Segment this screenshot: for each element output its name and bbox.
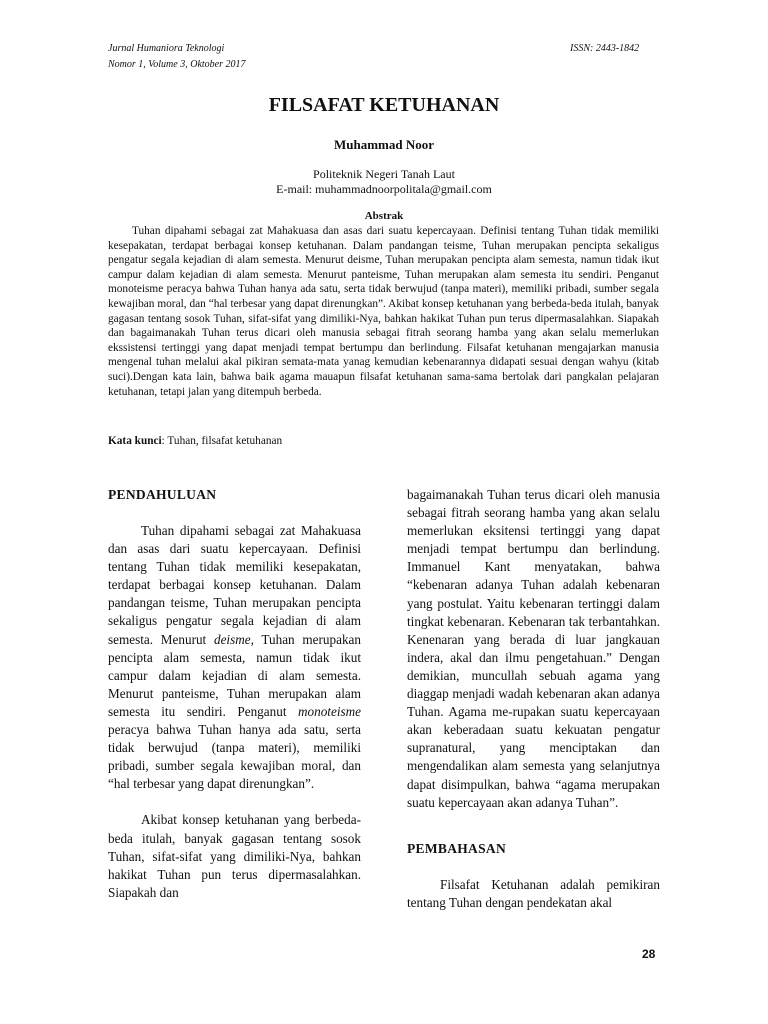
right-column [407, 486, 660, 912]
page-number: 28 [642, 947, 656, 961]
journal-issue: Nomor 1, Volume 3, Oktober 2017 [108, 59, 246, 70]
section-heading-pendahuluan: PENDAHULUAN [108, 487, 217, 502]
term-monoteisme: monoteisme [298, 703, 361, 719]
left-column [108, 486, 361, 902]
issn: ISSN: 2443-1842 [570, 43, 640, 54]
keywords-label: Kata kunci [108, 435, 162, 447]
paragraph-intro-1: Tuhan dipahami sebagai zat Mahakuasa dan asas dari suatu kepercayaan. Definisi tentang Tuhan tidak memiliki kesepakatan, terdapat berbagai konsep ketuhanan. Dalam pandangan teisme, Tuhan merupakan pencipta sekaligus pengatur segala kejadian di alam semesta. Menurut deisme, Tuhan merupakan pencipta alam semesta, namun tidak ikut campur dalam kejadian di alam semesta. Menurut panteisme, Tuhan merupakan alam semesta itu sendiri. Penganut monoteisme peracya bahwa Tuhan hanya ada satu, serta tidak berwujud (tanpa materi), memiliki pribadi, sumber segala kewajiban moral, dan “hal terbesar yang dapat direnungkan”. [108, 523, 361, 792]
paper-title: FILSAFAT KETUHANAN [268, 94, 500, 116]
paragraph-intro-2: Akibat konsep ketuhanan yang berbeda-beda itulah, banyak gagasan tentang sosok Tuhan, sifat-sifat yang dimiliki-Nya, bahkan hakikat Tuhan pun terus dipermasalahkan. Siapakah dan [108, 812, 361, 900]
paragraph-intro-continued: bagaimanakah Tuhan terus dicari oleh manusia sebagai fitrah seorang hamba yang akan selalu memerlukan eksitensi tertinggi yang dapat menjadi tempat bertumpu dan berlindung. Immanuel Kant menyatakan, bahwa “kebenaran adanya Tuhan adalah kebenaran yang postulat. Yaitu kebenaran tertinggi dalam tingkat kebenaran. Kebenaran tak terbantahkan. Kenenaran yang berada di luar jangkauan indera, akal dan ilmu pengetahuan.” Dengan demikian, muncullah sebuah agama yang diaggap menjadi wadah kebenaran akan adanya Tuhan. Agama me-rupakan suatu kepercayaan akan keberadaan suatu kekuatan pengatur supranatural, yang menciptakan dan mengendalikan alam semesta yang selanjutnya dapat disimpulkan, bahwa “agama merupakan suatu kepercayaan akan adanya Tuhan”. [407, 487, 660, 810]
affiliation: Politeknik Negeri Tanah Laut [313, 167, 455, 181]
keywords-value: : Tuhan, filsafat ketuhanan [161, 435, 283, 447]
term-deisme: deisme, [213, 631, 254, 647]
author-email: E-mail: muhammadnoorpolitala@gmail.com [276, 182, 492, 196]
section-heading-pembahasan: PEMBAHASAN [407, 840, 507, 856]
author-affiliation-block [0, 167, 768, 197]
abstract-heading: Abstrak [364, 210, 404, 222]
paragraph-discussion-1: Filsafat Ketuhanan adalah pemikiran tentang Tuhan dengan pendekatan akal [407, 876, 660, 910]
abstract-text: Tuhan dipahami sebagai zat Mahakuasa dan asas dari suatu kepercayaan. Definisi tentang Tuhan tidak memiliki kesepakatan, terdapat berbagai konsep ketuhanan. Dalam pandangan teisme, Tuhan merupakan pencipta sekaligus pengatur segala kejadian di alam semesta. Menurut deisme, Tuhan merupakan pencipta alam semesta, namun tidak ikut campur dalam kejadian di alam semesta. Menurut panteisme, Tuhan merupakan alam semesta itu sendiri. Penganut monoteisme peracya bahwa Tuhan hanya ada satu, serta tidak berwujud (tanpa materi), memiliki pribadi, sumber segala kewajiban moral, dan “hal terbesar yang dapat direnungkan”. Akibat konsep ketuhanan yang berbeda-beda itulah, banyak gagasan tentang sosok Tuhan, sifat-sifat yang dimiliki-Nya, bahkan hakikat Tuhan pun terus dipermasalahkan. Siapakah dan bagaimanakah Tuhan terus dicari oleh manusia sebagai fitrah seorang hamba yang akan selalu memerlukan ekssistensi tertinggi yang dapat menjadi tempat bertumpu dan berlindung. Filsafat ketuhanan mengajarkan manusia mengenal tuhan melalui akal pikiran semata-mata yanag kemudian kebenarannya didapati sesuai dengan wahyu (kitab suci).Dengan kata lain, bahwa baik agama mauapun filsafat ketuhanan sama-sama bertolak dari pangkalan pelajaran ketuhanan, tetapi jalan yang ditempuh berbeda. [108, 225, 659, 398]
keywords [108, 434, 659, 448]
journal-name: Jurnal Humaniora Teknologi [108, 43, 225, 54]
author-name: Muhammad Noor [333, 137, 435, 152]
